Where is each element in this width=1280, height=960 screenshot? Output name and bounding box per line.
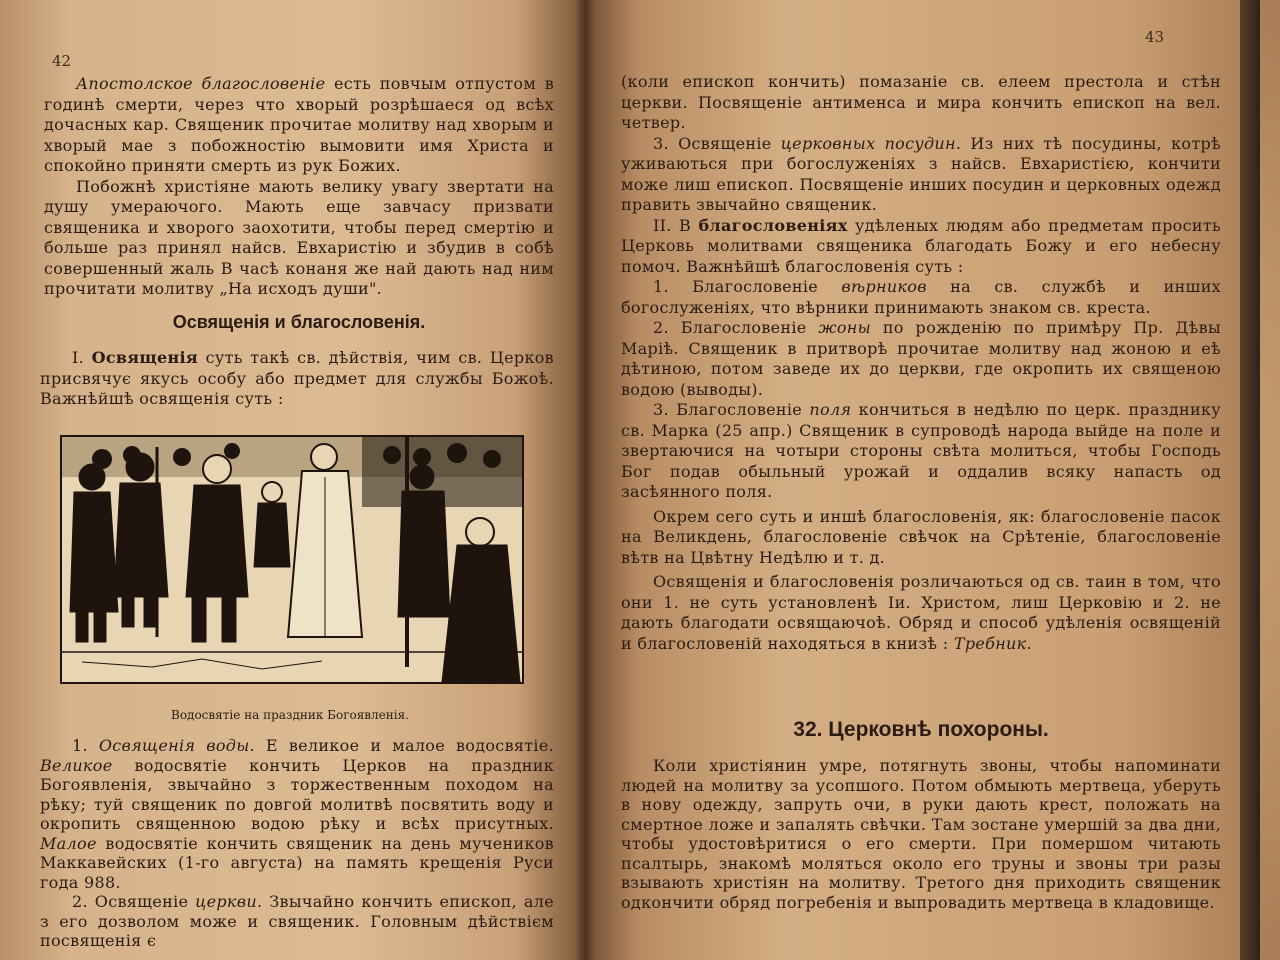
list-number: 1. [72,736,88,755]
emphasis: Апостолское благословеніе [76,74,326,93]
paragraph-text: есть повчым отпустом в годинѣ смерти, через что хворый розрѣшаеся од всѣх дочасных кар. Священик прочитае молитву над хворым и хворый мае з побожностію вымовити имя Христа и спокойно приняти смерть из рук Божих. [44,74,555,175]
bold-term: Освященія [91,348,199,367]
list-number: I. [72,348,85,367]
text-block-top [44,74,554,300]
paragraph-text: кончиться в недѣлю по церк. празднику св. Марка (25 апр.) Священик в супроводѣ народа выйде на поле и звертаючися на чотыри стороны свѣта молиться, чтобы Господь Бог подав обыльный урожай и оддалив всяку напасть од засѣянного поля. [621,400,1221,501]
paragraph-text: Звычайно кончить епископ, але з его дозволом може и священик. Головным дѣйствієм посвященія є [40,892,554,950]
paragraph: Побожнѣ христіяне мають велику увагу звертати на душу умераючого. Мають еще завчасу призвати священика и хворого заохотити, чтобы перед смертію и больше раз принял найсв. Евхаристію и збудив в собѣ совершенный жаль В часѣ конаня же най дають над ним прочитати молитву „На исходъ души". [44,176,554,298]
figure-caption: Водосвятіе на праздник Богоявленія. [171,708,409,722]
paragraph-text: водосвятіе кончить священик на день мучеников Маккавейских (1-го августа) на память крещенія Руси года 988. [40,833,554,892]
text-block-bottom [40,736,554,951]
paragraph-text: удѣленых людям або предметам просить Церковь молитвами священика благодать Божу и его небесну помоч. Важнѣйшѣ благословенія суть : [621,215,1221,276]
emphasis: церковных посудин. [780,133,962,153]
list-item [621,318,1221,400]
emphasis: Требник. [953,633,1032,653]
emphasis: поля [809,400,852,419]
paragraph-text: 2. Благословеніе [653,318,819,337]
emphasis: вѣрников [841,277,927,296]
illustration [60,435,524,684]
paragraph-text: Освященіе [678,133,781,153]
paragraph: (коли епископ кончить) помазаніе св. елеем престола и стѣн церкви. Посвященіе антименса и мира кончить епископ на вел. четвер. [621,72,1221,132]
paragraph-text: суть такѣ св. дѣйствія, чим св. Церков присвячує якусь особу або предмет для службы Божоѣ. Важнѣйшѣ освященія суть : [40,348,554,408]
list-number: II. В [653,215,692,235]
page-number: 42 [52,52,72,70]
list-item [621,400,1221,503]
emphasis: Освященія воды. [98,736,255,755]
list-item [40,736,554,892]
paragraph: Окрем сего суть и иншѣ благословенія, як: благословеніе пасок на Великдень, благословеніе свѣчок на Срѣтеніе, благословеніе вѣтв на Цвѣтну Недѣлю и т. д. [621,506,1221,567]
left-page [0,0,585,960]
paragraph-text: 3. Благословеніе [653,400,810,419]
page-number: 43 [1145,28,1165,46]
text-block-bottom [621,756,1221,912]
paragraph [44,74,554,177]
page-edge [1240,0,1260,960]
paragraph [621,572,1221,654]
paragraph-text: на св. службѣ и инших богослуженіях, что вѣрники принимають знаком св. креста. [621,277,1222,317]
paragraph [40,348,554,410]
paragraph [621,216,1221,278]
emphasis: Великое [40,755,113,775]
list-item [621,134,1221,216]
book-gutter [575,0,595,960]
paragraph: Коли христіянин умре, потягнуть звоны, чтобы напоминати людей на молитву за усопшого. Потом обмыють мертвеца, уберуть в нову одежду, запруть очи, в руки дають крест, положать на смертное ложе и запалять свѣчки. Там зостане умершій за два дни, чтобы удостовѣритися о его смерти. При помершом читають псалтырь, знакомѣ моляться около его труны и звоны три разы взывають христіян на молитву. Третого дня приходить священик одкончити обряд погребенія и выпровадить мертвеца в кладовище. [621,756,1221,912]
paragraph-text: Е великое и малое водосвятіе. [254,736,554,755]
paragraph-text: Освященія и благословенія розличаються од св. таин в том, что они 1. не суть установленѣ Іи. Христом, лиш Церковію и 2. не дають благодати освящаючоѣ. Обряд и способ удѣленія освященій и благословеній находяться в книзѣ : [621,572,1221,653]
bold-term: благословеніях [698,215,848,235]
section-heading: 32. Церковнѣ похороны. [793,718,1049,741]
paragraph-text: Из них тѣ посудины, котрѣ уживаються при богослуженіях з найсв. Евхаристією, кончити може лиш епископ. Посвященіе инших посудин и церковных одежд править звычайно священик. [621,133,1221,214]
list-item [40,892,554,951]
right-page [585,0,1260,960]
paragraph-text: по рожденію по примѣру Пр. Дѣвы Маріѣ. Священик в притворѣ прочитае молитву над жоною и еѣ дѣтиною, потом заведе их до церкви, где окропить их священою водою (выводы). [621,318,1221,399]
section-intro [40,348,554,410]
section-heading: Освященія и благословенія. [172,312,426,332]
emphasis: Малое [40,833,97,853]
list-item [621,277,1221,318]
paragraph-text: водосвятіе кончить Церков на праздник Богоявленія, звычайно з торжественным походом на рѣку; туй священик по довгой молитвѣ посвятить воду и окропить священною водою рѣку и всѣх присутных. [40,755,554,833]
list-number: 3. [653,133,669,153]
paragraph-text: 1. Благословеніе [653,277,842,296]
illustration-drawing [62,437,522,682]
emphasis: церкви. [195,892,263,911]
list-number: 2. [72,892,88,911]
emphasis: жоны [818,318,871,337]
text-block-top [621,72,1221,654]
paragraph-text: Освященіе [94,892,196,911]
